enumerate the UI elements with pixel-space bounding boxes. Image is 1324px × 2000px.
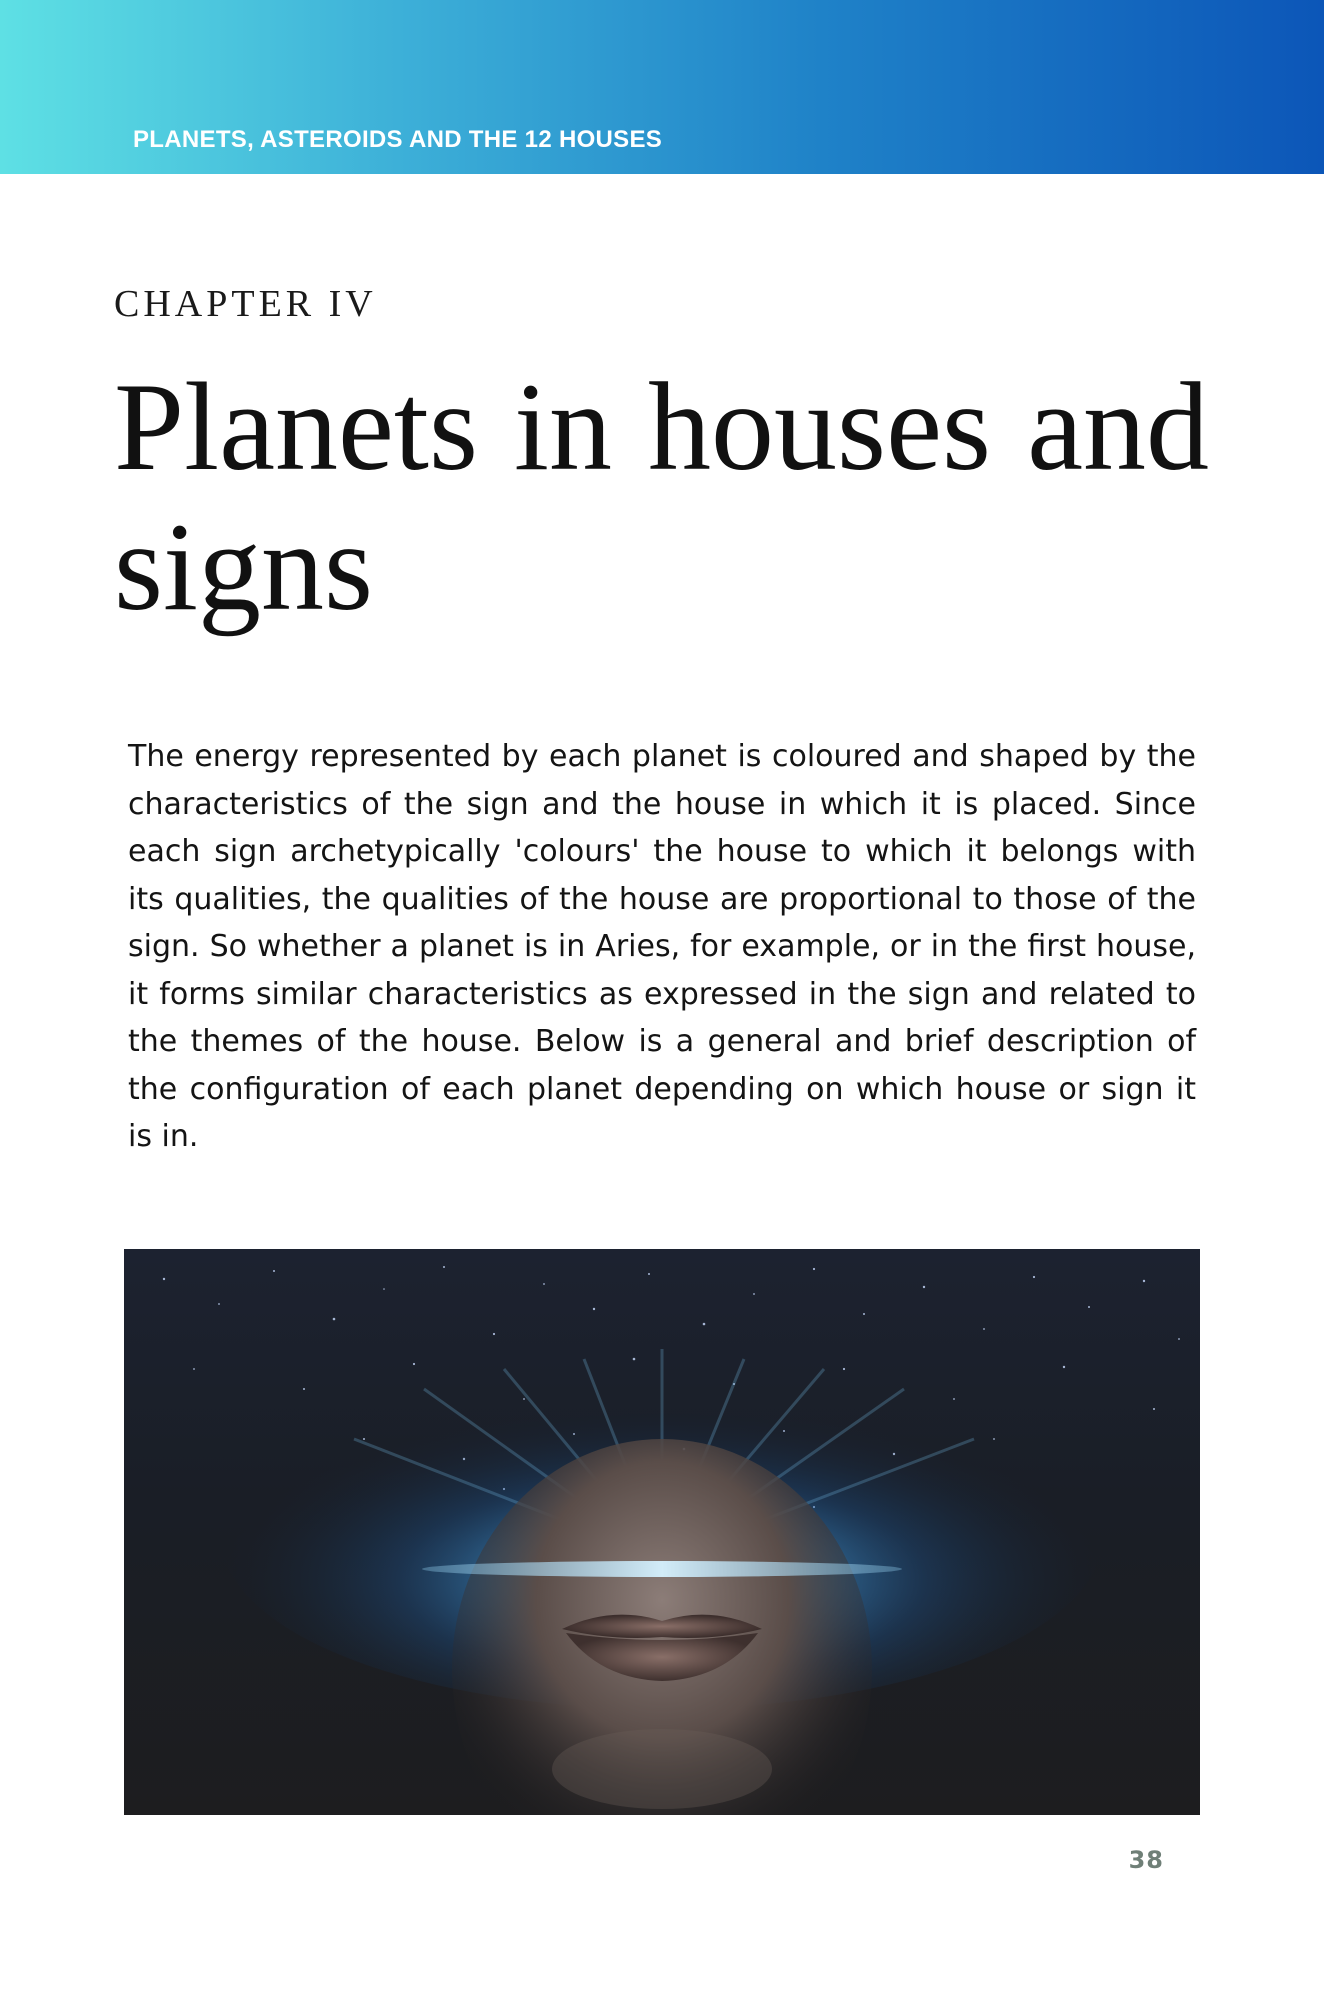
chapter-label: CHAPTER IV <box>114 283 377 325</box>
body-paragraph: The energy represented by each planet is coloured and shaped by the characteristics of the sign and the house in which it is placed. Since each sign archetypically 'colours' the house to which it belongs with its qualities, the qualities of the house are proportional to those of the sign. So whether a planet is in Aries, for example, or in the first house, it forms similar characteristics as expressed in the sign and related to the themes of the house. Below is a general and brief description of the configuration of each planet depending on which house or sign it is in. <box>128 739 1196 1154</box>
luminous-disc <box>422 1561 902 1577</box>
cosmic-face-illustration <box>124 1249 1200 1815</box>
chin-highlight <box>552 1729 772 1809</box>
header-band <box>0 0 1324 174</box>
chapter-title: Planets in houses and signs <box>114 358 1209 637</box>
running-header-title: PLANETS, ASTEROIDS AND THE 12 HOUSES <box>133 126 663 153</box>
page-number: 38 <box>1128 1846 1164 1874</box>
